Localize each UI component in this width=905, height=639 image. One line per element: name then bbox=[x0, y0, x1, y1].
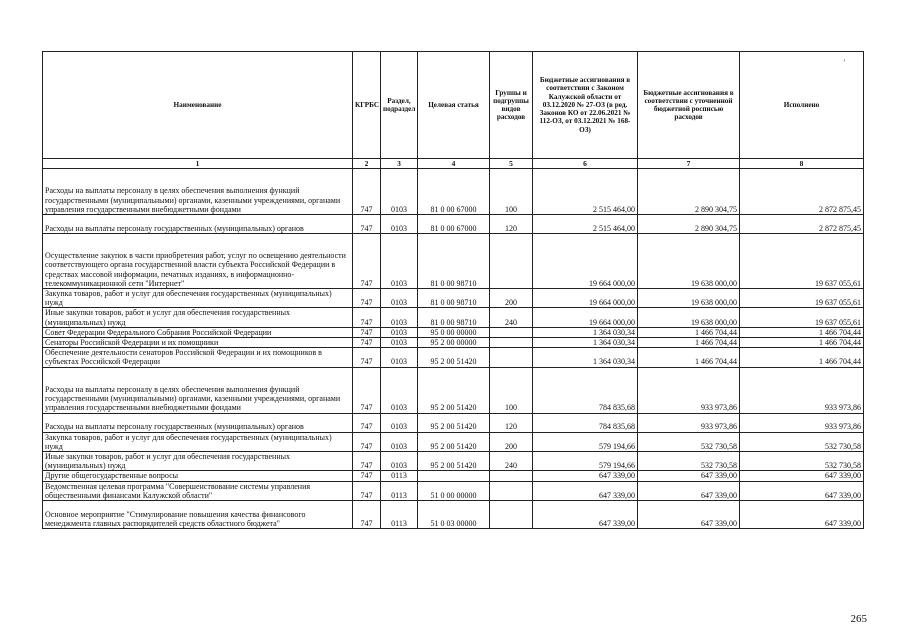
cell-law-allocation: 1 364 030,34 bbox=[533, 338, 638, 348]
cell-name: Сенаторы Российской Федерации и их помощники bbox=[43, 338, 353, 348]
table-row bbox=[43, 169, 864, 215]
cell-executed: 19 637 055,61 bbox=[740, 308, 864, 327]
budget-report-sheet bbox=[42, 51, 863, 529]
cell-executed: 2 872 875,45 bbox=[740, 169, 864, 215]
cell-target: 95 2 00 51420 bbox=[418, 452, 490, 471]
table-row bbox=[43, 327, 864, 337]
cell-refined-allocation: 647 339,00 bbox=[638, 481, 740, 500]
cell-section: 0113 bbox=[381, 471, 418, 481]
cell-group: 120 bbox=[490, 215, 533, 234]
header-section: Раздел, подраздел bbox=[381, 52, 418, 159]
cell-law-allocation: 1 364 030,34 bbox=[533, 327, 638, 337]
cell-target: 81 0 00 67000 bbox=[418, 215, 490, 234]
cell-group bbox=[490, 471, 533, 481]
margin-mark: ʼ bbox=[843, 58, 846, 67]
column-number: 7 bbox=[638, 159, 740, 169]
cell-group: 100 bbox=[490, 367, 533, 413]
header-kgrbs: КГРБС bbox=[353, 52, 381, 159]
cell-law-allocation: 647 339,00 bbox=[533, 501, 638, 529]
cell-kgrbs: 747 bbox=[353, 452, 381, 471]
cell-name: Иные закупки товаров, работ и услуг для обеспечения государственных (муниципальных) нужд bbox=[43, 308, 353, 327]
cell-section: 0103 bbox=[381, 169, 418, 215]
cell-section: 0103 bbox=[381, 215, 418, 234]
cell-refined-allocation: 532 730,58 bbox=[638, 432, 740, 451]
cell-executed: 647 339,00 bbox=[740, 501, 864, 529]
cell-law-allocation: 784 835,68 bbox=[533, 367, 638, 413]
header-target: Целевая статья bbox=[418, 52, 490, 159]
cell-kgrbs: 747 bbox=[353, 169, 381, 215]
cell-executed: 933 973,86 bbox=[740, 413, 864, 432]
cell-target: 95 2 00 51420 bbox=[418, 413, 490, 432]
cell-name: Закупка товаров, работ и услуг для обеспечения государственных (муниципальных) нужд bbox=[43, 289, 353, 308]
cell-group: 100 bbox=[490, 169, 533, 215]
table-row bbox=[43, 348, 864, 367]
cell-refined-allocation: 933 973,86 bbox=[638, 413, 740, 432]
cell-executed: 532 730,58 bbox=[740, 452, 864, 471]
header-executed: Исполнено bbox=[740, 52, 864, 159]
cell-kgrbs: 747 bbox=[353, 289, 381, 308]
cell-target: 81 0 00 98710 bbox=[418, 234, 490, 289]
cell-executed: 19 637 055,61 bbox=[740, 289, 864, 308]
header-law-allocation: Бюджетные ассигнования в соответствии с Законом Калужской области от 03.12.2020 № 27-ОЗ (в ред. Законов КО от 22.06.2021 № 112-ОЗ, от 03.12.2021 № 168-ОЗ) bbox=[533, 52, 638, 159]
cell-group bbox=[490, 338, 533, 348]
cell-kgrbs: 747 bbox=[353, 348, 381, 367]
cell-kgrbs: 747 bbox=[353, 327, 381, 337]
cell-section: 0103 bbox=[381, 348, 418, 367]
cell-section: 0113 bbox=[381, 501, 418, 529]
cell-law-allocation: 1 364 030,34 bbox=[533, 348, 638, 367]
cell-section: 0103 bbox=[381, 289, 418, 308]
table-row bbox=[43, 413, 864, 432]
cell-name: Закупка товаров, работ и услуг для обеспечения государственных (муниципальных) нужд bbox=[43, 432, 353, 451]
cell-section: 0103 bbox=[381, 413, 418, 432]
cell-section: 0103 bbox=[381, 452, 418, 471]
cell-refined-allocation: 19 638 000,00 bbox=[638, 289, 740, 308]
table-row bbox=[43, 338, 864, 348]
cell-executed: 647 339,00 bbox=[740, 471, 864, 481]
cell-target: 95 0 00 00000 bbox=[418, 327, 490, 337]
column-number: 8 bbox=[740, 159, 864, 169]
cell-refined-allocation: 2 890 304,75 bbox=[638, 215, 740, 234]
cell-name: Расходы на выплаты персоналу государственных (муниципальных) органов bbox=[43, 413, 353, 432]
cell-group bbox=[490, 327, 533, 337]
cell-section: 0103 bbox=[381, 308, 418, 327]
cell-kgrbs: 747 bbox=[353, 413, 381, 432]
cell-group: 200 bbox=[490, 432, 533, 451]
table-row bbox=[43, 289, 864, 308]
cell-law-allocation: 579 194,66 bbox=[533, 452, 638, 471]
column-number: 1 bbox=[43, 159, 353, 169]
cell-kgrbs: 747 bbox=[353, 481, 381, 500]
table-row bbox=[43, 452, 864, 471]
cell-refined-allocation: 19 638 000,00 bbox=[638, 308, 740, 327]
cell-kgrbs: 747 bbox=[353, 234, 381, 289]
cell-section: 0103 bbox=[381, 367, 418, 413]
cell-name: Осуществление закупок в части приобретения работ, услуг по освещению деятельности соответствующего органа государственной власти субъекта Российской Федерации в средствах массовой информации, печатных изданиях, в информационно-телекоммуникационной сети "Интернет" bbox=[43, 234, 353, 289]
column-number: 4 bbox=[418, 159, 490, 169]
cell-executed: 1 466 704,44 bbox=[740, 327, 864, 337]
column-number-row bbox=[43, 159, 864, 169]
cell-target: 51 0 03 00000 bbox=[418, 501, 490, 529]
cell-name: Совет Федерации Федерального Собрания Российской Федерации bbox=[43, 327, 353, 337]
cell-refined-allocation: 2 890 304,75 bbox=[638, 169, 740, 215]
table-row bbox=[43, 234, 864, 289]
cell-kgrbs: 747 bbox=[353, 501, 381, 529]
cell-group bbox=[490, 348, 533, 367]
cell-refined-allocation: 1 466 704,44 bbox=[638, 338, 740, 348]
table-row bbox=[43, 367, 864, 413]
cell-target: 51 0 00 00000 bbox=[418, 481, 490, 500]
cell-executed: 1 466 704,44 bbox=[740, 348, 864, 367]
table-header-row bbox=[43, 52, 864, 159]
header-refined-allocation: Бюджетные ассигнования в соответствии с уточненной бюджетной росписью расходов bbox=[638, 52, 740, 159]
cell-refined-allocation: 1 466 704,44 bbox=[638, 348, 740, 367]
cell-kgrbs: 747 bbox=[353, 367, 381, 413]
cell-refined-allocation: 933 973,86 bbox=[638, 367, 740, 413]
cell-group: 200 bbox=[490, 289, 533, 308]
cell-target bbox=[418, 471, 490, 481]
cell-kgrbs: 747 bbox=[353, 432, 381, 451]
cell-group: 120 bbox=[490, 413, 533, 432]
cell-kgrbs: 747 bbox=[353, 338, 381, 348]
cell-name: Основное мероприятие "Стимулирование повышения качества финансового менеджмента главных распорядителей средств областного бюджета" bbox=[43, 501, 353, 529]
cell-target: 95 2 00 00000 bbox=[418, 338, 490, 348]
column-number: 3 bbox=[381, 159, 418, 169]
cell-group bbox=[490, 481, 533, 500]
cell-law-allocation: 2 515 464,00 bbox=[533, 215, 638, 234]
cell-refined-allocation: 647 339,00 bbox=[638, 501, 740, 529]
table-row bbox=[43, 215, 864, 234]
column-number: 6 bbox=[533, 159, 638, 169]
cell-name: Ведомственная целевая программа "Совершенствование системы управления общественными финансами Калужской области" bbox=[43, 481, 353, 500]
cell-law-allocation: 647 339,00 bbox=[533, 481, 638, 500]
column-number: 5 bbox=[490, 159, 533, 169]
cell-target: 81 0 00 98710 bbox=[418, 308, 490, 327]
cell-name: Расходы на выплаты персоналу государственных (муниципальных) органов bbox=[43, 215, 353, 234]
cell-target: 81 0 00 98710 bbox=[418, 289, 490, 308]
cell-refined-allocation: 1 466 704,44 bbox=[638, 327, 740, 337]
cell-refined-allocation: 532 730,58 bbox=[638, 452, 740, 471]
cell-section: 0103 bbox=[381, 327, 418, 337]
cell-name: Обеспечение деятельности сенаторов Российской Федерации и их помощников в субъектах Российской Федерации bbox=[43, 348, 353, 367]
cell-name: Расходы на выплаты персоналу в целях обеспечения выполнения функций государственными (муниципальными) органами, казенными учреждениями, органами управления государственными внебюджетными фондами bbox=[43, 169, 353, 215]
cell-target: 81 0 00 67000 bbox=[418, 169, 490, 215]
cell-executed: 647 339,00 bbox=[740, 481, 864, 500]
cell-name: Иные закупки товаров, работ и услуг для обеспечения государственных (муниципальных) нужд bbox=[43, 452, 353, 471]
cell-law-allocation: 784 835,68 bbox=[533, 413, 638, 432]
cell-law-allocation: 647 339,00 bbox=[533, 471, 638, 481]
cell-law-allocation: 19 664 000,00 bbox=[533, 308, 638, 327]
cell-name: Другие общегосударственные вопросы bbox=[43, 471, 353, 481]
cell-section: 0103 bbox=[381, 338, 418, 348]
cell-executed: 1 466 704,44 bbox=[740, 338, 864, 348]
column-number: 2 bbox=[353, 159, 381, 169]
cell-section: 0113 bbox=[381, 481, 418, 500]
cell-target: 95 2 00 51420 bbox=[418, 348, 490, 367]
cell-executed: 933 973,86 bbox=[740, 367, 864, 413]
cell-refined-allocation: 19 638 000,00 bbox=[638, 234, 740, 289]
cell-law-allocation: 579 194,66 bbox=[533, 432, 638, 451]
header-group: Группы и подгруппы видов расходов bbox=[490, 52, 533, 159]
table-row bbox=[43, 432, 864, 451]
table-row bbox=[43, 501, 864, 529]
cell-kgrbs: 747 bbox=[353, 308, 381, 327]
cell-law-allocation: 19 664 000,00 bbox=[533, 289, 638, 308]
cell-section: 0103 bbox=[381, 234, 418, 289]
cell-section: 0103 bbox=[381, 432, 418, 451]
budget-execution-table bbox=[42, 51, 864, 529]
page-number: 265 bbox=[850, 613, 867, 625]
cell-target: 95 2 00 51420 bbox=[418, 432, 490, 451]
cell-refined-allocation: 647 339,00 bbox=[638, 471, 740, 481]
cell-executed: 19 637 055,61 bbox=[740, 234, 864, 289]
cell-kgrbs: 747 bbox=[353, 215, 381, 234]
cell-group: 240 bbox=[490, 452, 533, 471]
cell-executed: 2 872 875,45 bbox=[740, 215, 864, 234]
cell-name: Расходы на выплаты персоналу в целях обеспечения выполнения функций государственными (муниципальными) органами, казенными учреждениями, органами управления государственными внебюджетными фондами bbox=[43, 367, 353, 413]
cell-group: 240 bbox=[490, 308, 533, 327]
table-row bbox=[43, 308, 864, 327]
cell-group bbox=[490, 501, 533, 529]
header-name: Наименование bbox=[43, 52, 353, 159]
cell-target: 95 2 00 51420 bbox=[418, 367, 490, 413]
cell-law-allocation: 2 515 464,00 bbox=[533, 169, 638, 215]
cell-executed: 532 730,58 bbox=[740, 432, 864, 451]
cell-group bbox=[490, 234, 533, 289]
table-row bbox=[43, 481, 864, 500]
cell-kgrbs: 747 bbox=[353, 471, 381, 481]
table-row bbox=[43, 471, 864, 481]
cell-law-allocation: 19 664 000,00 bbox=[533, 234, 638, 289]
